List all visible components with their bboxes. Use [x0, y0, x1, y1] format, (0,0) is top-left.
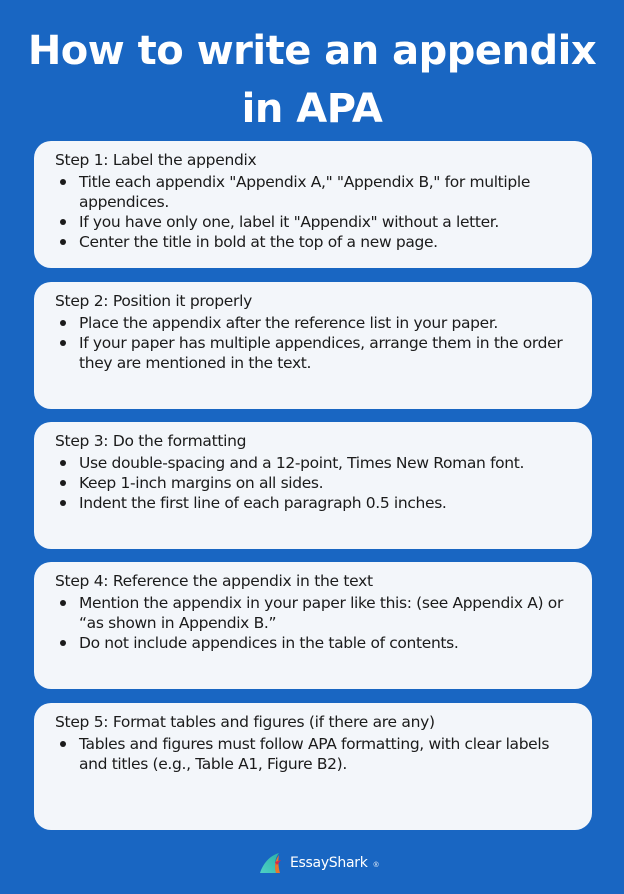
bullet-item: Title each appendix "Appendix A," "Appendix B," for multiple appendices. [55, 172, 576, 212]
bullet-item: If you have only one, label it "Appendix" without a letter. [55, 212, 576, 232]
step-heading: Step 5: Format tables and figures (if there are any) [55, 713, 435, 731]
bullet-item: Use double-spacing and a 12-point, Times New Roman font. [55, 453, 576, 473]
brand-name: EssayShark [290, 855, 368, 871]
step-bullet-list [55, 313, 576, 373]
bullet-item: Center the title in bold at the top of a new page. [55, 232, 576, 252]
bullet-item: Do not include appendices in the table of contents. [55, 633, 576, 653]
step-heading: Step 1: Label the appendix [55, 151, 257, 169]
title-line-1: How to write an appendix [27, 28, 597, 74]
step-card-5 [34, 703, 592, 830]
step-card-4 [34, 562, 592, 689]
step-heading: Step 2: Position it properly [55, 292, 252, 310]
step-heading: Step 3: Do the formatting [55, 432, 247, 450]
bullet-item: Keep 1-inch margins on all sides. [55, 473, 576, 493]
step-card-1 [34, 141, 592, 268]
title-line-2: in APA [241, 86, 383, 132]
step-card-2 [34, 282, 592, 409]
step-heading: Step 4: Reference the appendix in the text [55, 572, 373, 590]
bullet-item: Mention the appendix in your paper like this: (see Appendix A) or “as shown in Appendix B.” [55, 593, 576, 633]
bullet-item: Place the appendix after the reference list in your paper. [55, 313, 576, 333]
bullet-item: Indent the first line of each paragraph 0.5 inches. [55, 493, 576, 513]
page-title [0, 22, 624, 138]
bullet-item: If your paper has multiple appendices, arrange them in the order they are mentioned in the text. [55, 333, 576, 373]
step-card-3 [34, 422, 592, 549]
essayshark-logo [259, 852, 379, 874]
step-bullet-list [55, 453, 576, 513]
bullet-item: Tables and figures must follow APA formatting, with clear labels and titles (e.g., Table A1, Figure B2). [55, 734, 576, 774]
step-bullet-list [55, 593, 576, 653]
shark-fin-icon [259, 852, 285, 874]
step-bullet-list [55, 172, 576, 252]
step-bullet-list [55, 734, 576, 774]
registered-mark: ® [373, 861, 379, 869]
